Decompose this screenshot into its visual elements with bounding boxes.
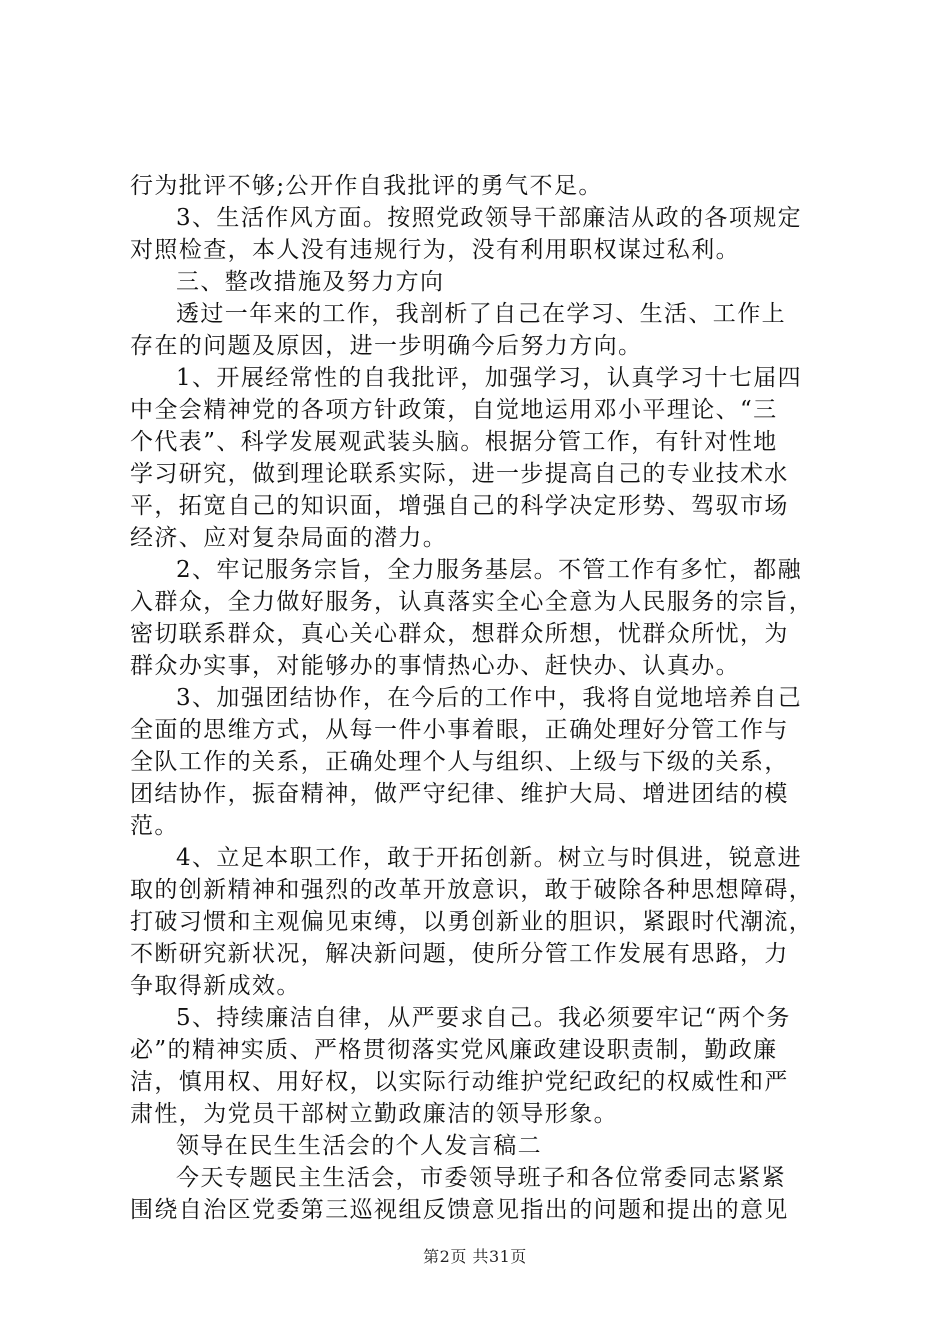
text-line: 密切联系群众，真心关心群众，想群众所想，忧群众所忧，为 (130, 621, 789, 647)
text-line: 围绕自治区党委第三巡视组反馈意见指出的问题和提出的意见 (130, 1197, 789, 1223)
text-line: 肃性，为党员干部树立勤政廉洁的领导形象。 (130, 1101, 618, 1127)
page-number-footer: 第2页 共31页 (423, 1247, 527, 1266)
text-line: 存在的问题及原因，进一步明确今后努力方向。 (130, 333, 643, 359)
text-line: 个代表”、科学发展观武装头脑。根据分管工作，有针对性地 (130, 429, 778, 455)
text-line: 中全会精神党的各项方针政策，自觉地运用邓小平理论、“三 (130, 397, 778, 423)
text-line: 领导在民生生活会的个人发言稿二 (176, 1133, 542, 1159)
text-line: 2、牢记服务宗旨，全力服务基层。不管工作有多忙，都融 (176, 557, 803, 583)
text-line: 平，拓宽自己的知识面，增强自己的科学决定形势、驾驭市场 (130, 493, 789, 519)
document-body (130, 170, 830, 1226)
text-line: 4、立足本职工作，敢于开拓创新。树立与时俱进，锐意进 (176, 845, 803, 871)
text-line: 3、生活作风方面。按照党政领导干部廉洁从政的各项规定 (176, 205, 803, 231)
text-line: 范。 (130, 813, 179, 839)
text-line: 团结协作，振奋精神，做严守纪律、维护大局、增进团结的模 (130, 781, 789, 807)
text-line: 全队工作的关系，正确处理个人与组织、上级与下级的关系， (130, 749, 789, 775)
text-line: 群众办实事，对能够办的事情热心办、赶快办、认真办。 (130, 653, 740, 679)
text-line: 透过一年来的工作，我剖析了自己在学习、生活、工作上 (176, 301, 786, 327)
text-line: 争取得新成效。 (130, 973, 301, 999)
text-line: 今天专题民主生活会，市委领导班子和各位常委同志紧紧 (176, 1165, 786, 1191)
text-line: 3、加强团结协作，在今后的工作中，我将自觉地培养自己 (176, 685, 803, 711)
text-line: 学习研究，做到理论联系实际，进一步提高自己的专业技术水 (130, 461, 789, 487)
text-line: 行为批评不够;公开作自我批评的勇气不足。 (130, 173, 603, 199)
text-line: 经济、应对复杂局面的潜力。 (130, 525, 448, 551)
text-line: 洁，慎用权、用好权，以实际行动维护党纪政纪的权威性和严 (130, 1069, 789, 1095)
text-line: 三、整改措施及努力方向 (176, 269, 445, 295)
text-line: 5、持续廉洁自律，从严要求自己。我必须要牢记“两个务 (176, 1005, 791, 1031)
text-line: 打破习惯和主观偏见束缚，以勇创新业的胆识，紧跟时代潮流， (130, 909, 814, 935)
text-line: 必”的精神实质、严格贯彻落实党风廉政建设职责制，勤政廉 (130, 1037, 778, 1063)
text-line: 1、开展经常性的自我批评，加强学习，认真学习十七届四 (176, 365, 803, 391)
text-line: 对照检查，本人没有违规行为，没有利用职权谋过私利。 (130, 237, 740, 263)
text-line: 入群众，全力做好服务，认真落实全心全意为人民服务的宗旨， (130, 589, 814, 615)
text-line: 全面的思维方式，从每一件小事着眼，正确处理好分管工作与 (130, 717, 789, 743)
text-line: 取的创新精神和强烈的改革开放意识，敢于破除各种思想障碍， (130, 877, 814, 903)
text-line: 不断研究新状况，解决新问题，使所分管工作发展有思路，力 (130, 941, 789, 967)
